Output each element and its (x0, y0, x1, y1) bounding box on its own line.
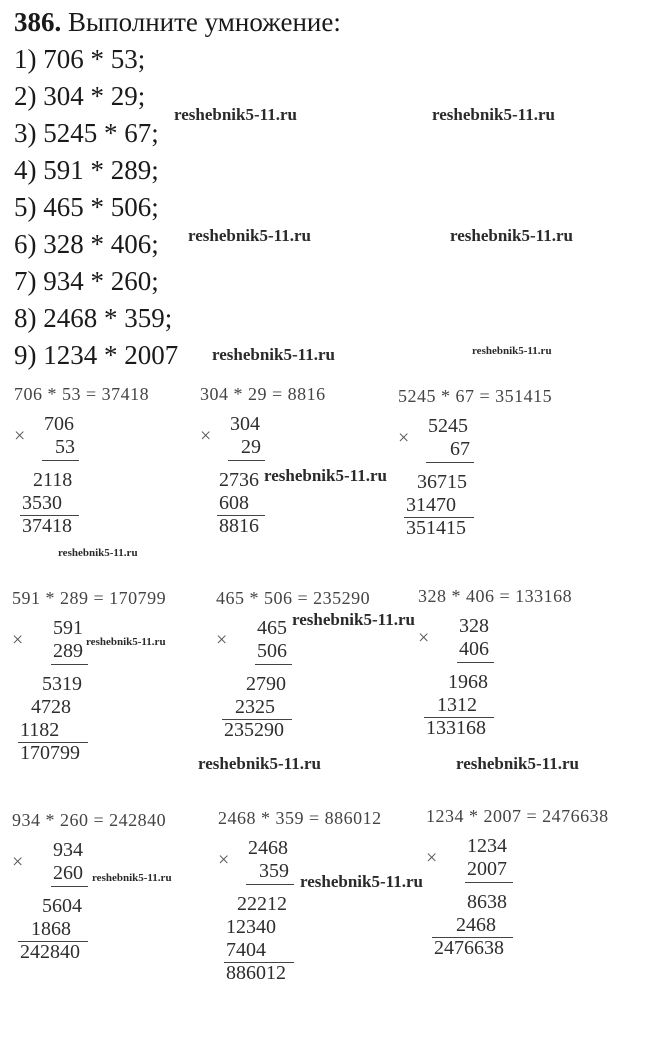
underline (457, 662, 494, 663)
column-multiplication (398, 415, 478, 544)
solution-2 (200, 384, 326, 542)
partial-product: 3530 (22, 492, 62, 514)
solution-header: 465 * 506 = 235290 (216, 588, 371, 608)
watermark: reshebnik5-11.ru (58, 547, 138, 559)
multiplicand: 706 (44, 413, 74, 435)
underline (465, 882, 513, 883)
solution-header: 706 * 53 = 37418 (14, 384, 150, 404)
partial-product: 1968 (448, 671, 488, 693)
column-multiplication (426, 835, 517, 964)
multiply-sign: × (12, 629, 24, 651)
underline (51, 886, 88, 887)
multiplicand: 591 (53, 617, 83, 639)
multiply-sign: × (418, 627, 430, 649)
task-item-6: 6) 328 * 406; (14, 229, 159, 259)
partial-product: 608 (219, 492, 249, 514)
solution-header: 591 * 289 = 170799 (12, 588, 167, 608)
product-result: 2476638 (434, 937, 504, 959)
partial-product: 2468 (456, 914, 496, 936)
solution-header: 328 * 406 = 133168 (418, 586, 573, 606)
task-item-1: 1) 706 * 53; (14, 44, 146, 74)
multiplicand: 328 (459, 615, 489, 637)
solution-1 (14, 384, 149, 542)
column-multiplication (216, 617, 296, 746)
multiply-sign: × (218, 849, 230, 871)
underline (228, 460, 265, 461)
multiplier: 29 (241, 436, 261, 458)
partial-product: 31470 (406, 494, 456, 516)
multiplicand: 934 (53, 839, 83, 861)
column-multiplication (12, 839, 92, 968)
partial-product: 1312 (437, 694, 477, 716)
solution-9 (426, 806, 609, 964)
partial-product: 4728 (31, 696, 71, 718)
multiplicand: 5245 (428, 415, 468, 437)
partial-product: 7404 (226, 939, 266, 961)
task-item-5: 5) 465 * 506; (14, 192, 159, 222)
multiplier: 53 (55, 436, 75, 458)
multiplicand: 1234 (467, 835, 507, 857)
product-result: 242840 (20, 941, 80, 963)
product-result: 133168 (426, 717, 486, 739)
solution-header: 1234 * 2007 = 2476638 (426, 806, 609, 826)
multiplier: 506 (257, 640, 287, 662)
solution-header: 5245 * 67 = 351415 (398, 386, 553, 406)
underline (426, 462, 474, 463)
multiply-sign: × (216, 629, 228, 651)
watermark: reshebnik5-11.ru (264, 466, 387, 485)
solution-header: 934 * 260 = 242840 (12, 810, 167, 830)
watermark: reshebnik5-11.ru (188, 226, 311, 245)
partial-product: 2118 (33, 469, 73, 491)
underline (42, 460, 79, 461)
watermark: reshebnik5-11.ru (198, 754, 321, 773)
product-result: 886012 (226, 962, 286, 984)
task-item-9: 9) 1234 * 2007 (14, 340, 179, 370)
partial-product: 8638 (467, 891, 507, 913)
watermark: reshebnik5-11.ru (174, 105, 297, 124)
watermark: reshebnik5-11.ru (432, 105, 555, 124)
multiplier: 406 (459, 638, 489, 660)
task-item-8: 8) 2468 * 359; (14, 303, 173, 333)
task-item-2: 2) 304 * 29; (14, 81, 146, 111)
multiply-sign: × (398, 427, 410, 449)
partial-product: 22212 (237, 893, 287, 915)
task-item-7: 7) 934 * 260; (14, 266, 159, 296)
multiplier: 289 (53, 640, 83, 662)
column-multiplication (12, 617, 92, 769)
partial-product: 5319 (42, 673, 82, 695)
task-item-3: 3) 5245 * 67; (14, 118, 159, 148)
multiply-sign: × (426, 847, 438, 869)
product-result: 351415 (406, 517, 466, 539)
partial-product: 12340 (226, 916, 276, 938)
multiply-sign: × (200, 425, 212, 447)
solution-6 (418, 586, 572, 744)
multiplier: 260 (53, 862, 83, 884)
partial-product: 36715 (417, 471, 467, 493)
product-result: 37418 (22, 515, 72, 537)
product-result: 235290 (224, 719, 284, 741)
watermark: reshebnik5-11.ru (292, 610, 415, 629)
watermark: reshebnik5-11.ru (86, 636, 166, 648)
product-result: 170799 (20, 742, 80, 764)
solution-header: 304 * 29 = 8816 (200, 384, 326, 404)
task-block (14, 4, 341, 374)
underline (51, 664, 88, 665)
column-multiplication (418, 615, 498, 744)
watermark: reshebnik5-11.ru (92, 872, 172, 884)
watermark: reshebnik5-11.ru (450, 226, 573, 245)
solution-5 (216, 588, 370, 746)
partial-product: 2325 (235, 696, 275, 718)
partial-product: 1182 (20, 719, 60, 741)
solution-4 (12, 588, 166, 769)
partial-product: 2736 (219, 469, 259, 491)
solution-7 (12, 810, 166, 968)
column-multiplication (200, 413, 269, 542)
task-number: 386. (14, 7, 62, 37)
column-multiplication (14, 413, 83, 542)
multiplicand: 465 (257, 617, 287, 639)
solution-header: 2468 * 359 = 886012 (218, 808, 382, 828)
watermark: reshebnik5-11.ru (456, 754, 579, 773)
task-title-text: Выполните умножение: (68, 7, 341, 37)
column-multiplication (218, 837, 298, 989)
product-result: 8816 (219, 515, 259, 537)
solution-3 (398, 386, 552, 544)
multiplicand: 304 (230, 413, 260, 435)
partial-product: 2790 (246, 673, 286, 695)
underline (255, 664, 292, 665)
underline (246, 884, 294, 885)
multiplier: 2007 (467, 858, 507, 880)
task-item-4: 4) 591 * 289; (14, 155, 159, 185)
watermark: reshebnik5-11.ru (300, 872, 423, 891)
multiply-sign: × (14, 425, 26, 447)
multiplicand: 2468 (248, 837, 288, 859)
task-title (14, 4, 341, 41)
solution-8 (218, 808, 382, 989)
watermark: reshebnik5-11.ru (472, 345, 552, 357)
watermark: reshebnik5-11.ru (212, 345, 335, 364)
multiplier: 359 (259, 860, 289, 882)
partial-product: 1868 (31, 918, 71, 940)
multiplier: 67 (450, 438, 470, 460)
partial-product: 5604 (42, 895, 82, 917)
multiply-sign: × (12, 851, 24, 873)
